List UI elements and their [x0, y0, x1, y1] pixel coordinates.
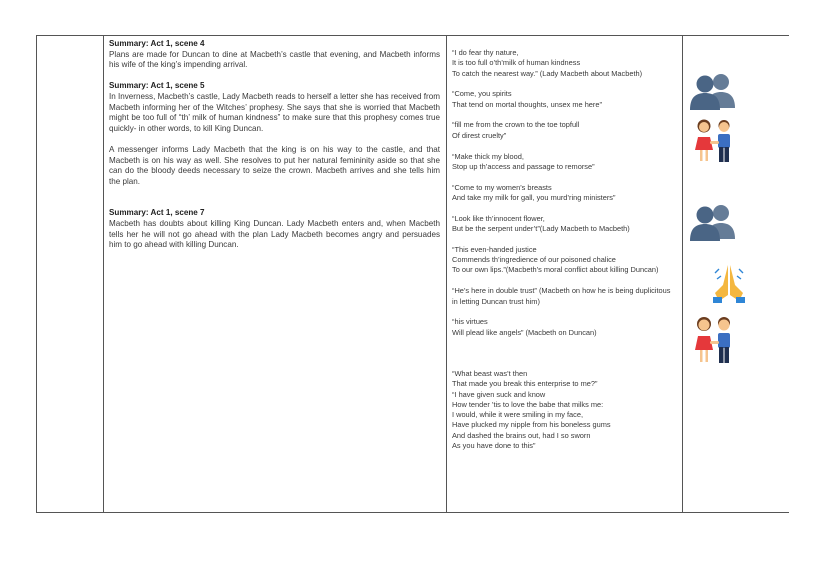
quote-final: “What beast was’t then That made you break this enterprise to me?” “I have given suck and know How tender ’tis to love the babe that milks me: I would, while it were smiling in my face, Have plucked my nipple from his boneless gums And dashed the brains out, had I so sworn As you have done to this” [452, 368, 611, 451]
summary-paragraph: A messenger informs Lady Macbeth that the king is on his way to the castle, and that Macbeth is on his way as well. She resolves to put her natural femininity aside so that she can do the bloody deeds necessary to seize the crown. Macbeth arrives and she tells him the plan. [109, 144, 440, 186]
summary-block-scene-5 [109, 81, 440, 187]
study-table [36, 35, 789, 513]
summary-block-scene-7 [109, 208, 440, 250]
quote: “Come, you spirits That tend on mortal thoughts, unsex me here” [452, 89, 602, 109]
summary-heading: Summary: Act 1, scene 4 [109, 39, 205, 48]
summary-paragraph: Plans are made for Duncan to dine at Macbeth’s castle that evening, and Macbeth informs his wife of the king’s impending arrival. [109, 49, 440, 70]
quote: “He’s here in double trust” (Macbeth on how he is being duplicitous in letting Duncan trust him) [452, 286, 671, 306]
quotes-column [452, 48, 678, 512]
quote: “This even-handed justice Commends th’ingredience of our poisoned chalice To our own lips.”(Macbeth’s moral conflict about killing Duncan) [452, 244, 659, 275]
busts-in-silhouette-icon [689, 72, 737, 110]
table-border-left [36, 36, 37, 512]
couple-holding-hands-icon [690, 314, 738, 366]
quote: “Look like th’innocent flower, But be the serpent under’t”(Lady Macbeth to Macbeth) [452, 213, 630, 234]
column-divider-3 [682, 36, 683, 512]
summary-heading: Summary: Act 1, scene 7 [109, 208, 205, 218]
busts-in-silhouette-icon [689, 203, 737, 241]
column-divider-1 [103, 36, 104, 512]
couple-holding-hands-icon [690, 117, 738, 165]
quote: “Make thick my blood, Stop up th’access and passage to remorse” [452, 151, 595, 171]
quote: “his virtues Will plead like angels” (Macbeth on Duncan) [452, 317, 597, 337]
summary-column [109, 39, 440, 512]
column-divider-2 [446, 36, 447, 512]
quote: “I do fear thy nature, It is too full o’th’milk of human kindness To catch the nearest way.” (Lady Macbeth about Macbeth) [452, 48, 643, 78]
quote: “fill me from the crown to the toe topfull Of direst cruelty” [452, 120, 580, 140]
folded-hands-icon [711, 259, 747, 303]
quote: “Come to my women’s breasts And take my milk for gall, you murd’ring ministers” [452, 182, 616, 202]
summary-paragraph: Macbeth has doubts about killing King Duncan. Lady Macbeth enters and, when Macbeth tells her he will not go ahead with the plan Lady Macbeth becomes angry and persuades him to go ahead with killing Duncan. [109, 218, 440, 250]
summary-block-scene-4 [109, 39, 440, 71]
summary-heading: Summary: Act 1, scene 5 [109, 81, 205, 91]
summary-paragraph: In Inverness, Macbeth’s castle, Lady Macbeth reads to herself a letter she has received from Macbeth informing her of the Witches’ prophesy. She says that she is worried that Macbeth might be too full of “th’ milk of human kindness” to make sure that this prophesy comes true quickly- in other words, to kill King Duncan. [109, 91, 440, 133]
